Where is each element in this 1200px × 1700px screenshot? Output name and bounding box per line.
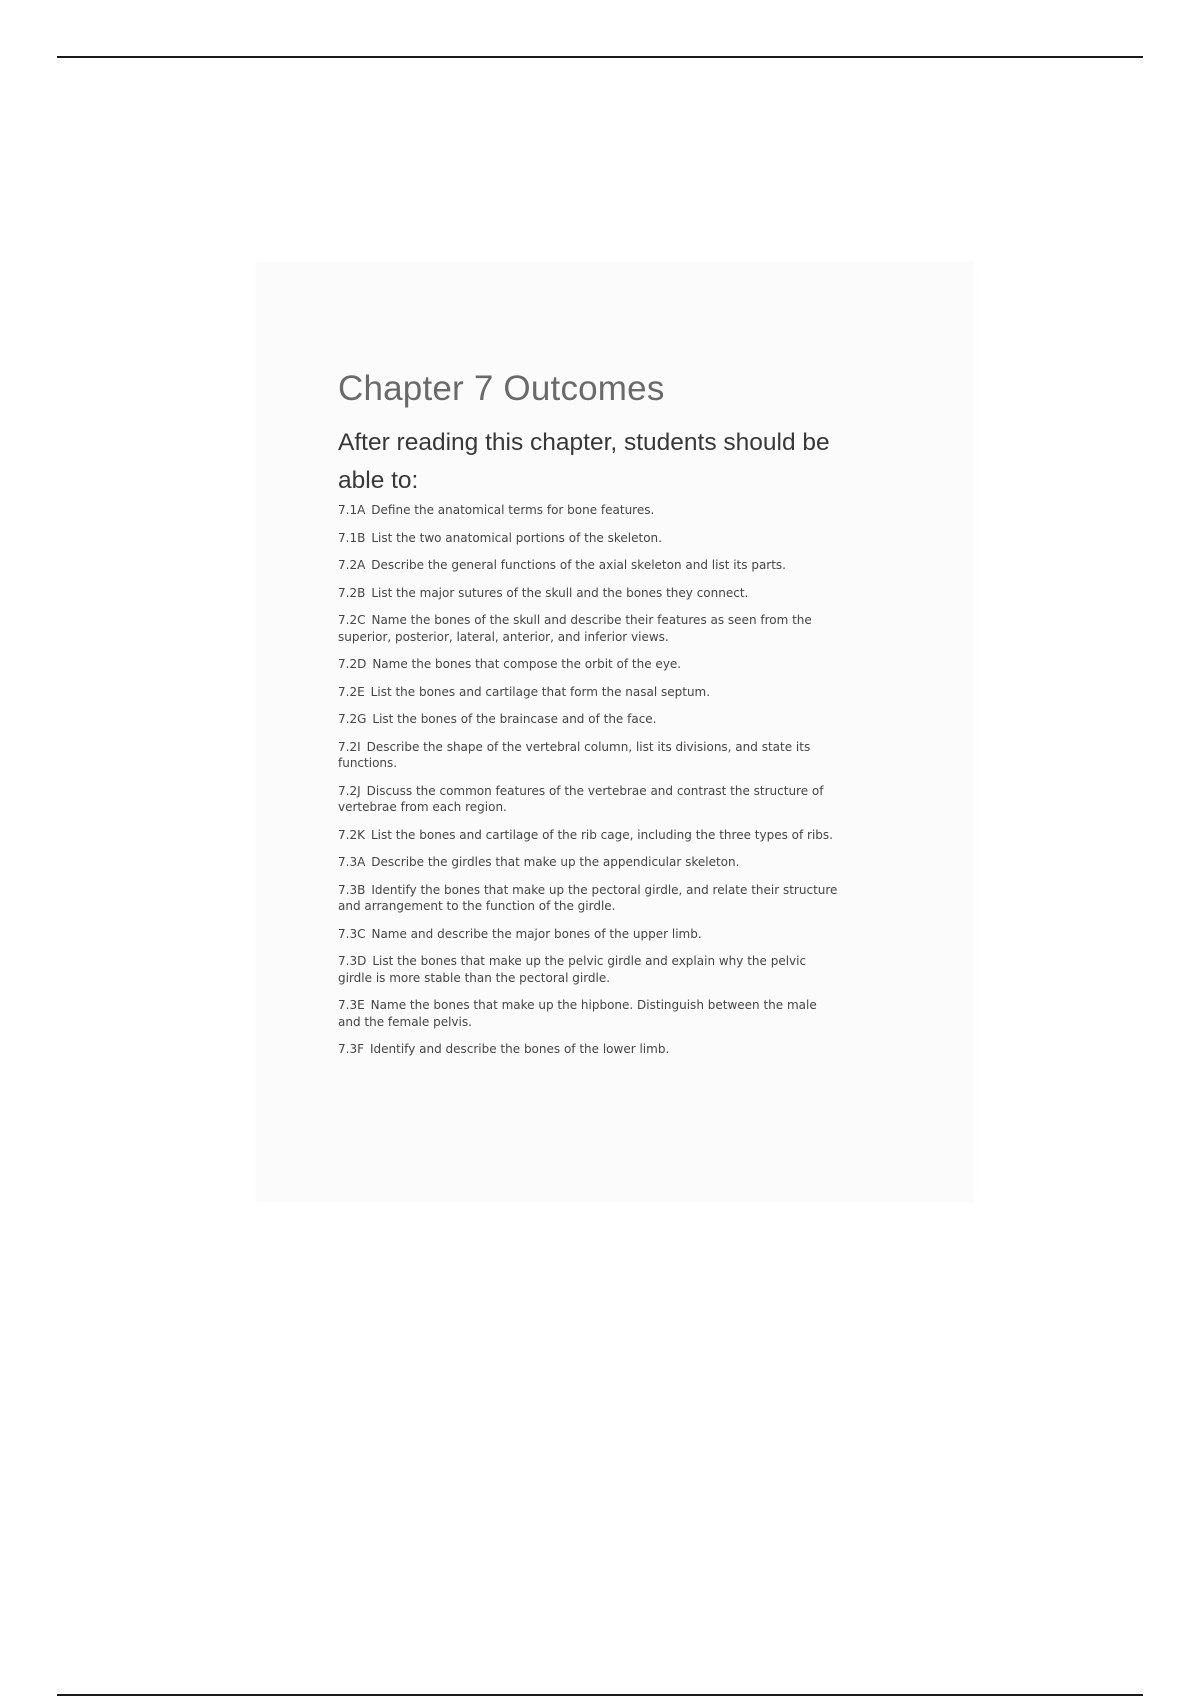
slide-image [256,262,974,1202]
outcome-text: Identify and describe the bones of the lower limb. [370,1042,670,1056]
outcome-item [338,711,838,728]
outcome-text: Describe the girdles that make up the appendicular skeleton. [371,855,740,869]
bottom-divider [57,1694,1143,1696]
outcome-code: 7.2G [338,712,367,726]
outcome-item [338,585,838,602]
intro-text: After reading this chapter, students should be able to: [338,429,830,494]
outcome-code: 7.2A [338,558,366,572]
outcome-code: 7.3A [338,855,366,869]
outcome-code: 7.2I [338,739,361,754]
outcome-item [338,997,838,1030]
outcomes-list [338,502,838,1058]
outcome-code: 7.2E [338,684,365,699]
outcome-text: List the bones that make up the pelvic girdle and explain why the pelvic girdle is more stable than the pectoral girdle. [338,954,807,985]
top-divider [57,56,1143,58]
outcome-item [338,684,838,701]
outcome-item [338,502,838,519]
outcome-text: Describe the shape of the vertebral column, list its divisions, and state its functions. [338,739,811,770]
outcome-item [338,557,838,574]
outcome-code: 7.1A [338,503,366,517]
outcome-item [338,530,838,547]
outcome-text: List the bones of the braincase and of the face. [372,712,657,726]
outcome-text: Name the bones that compose the orbit of the eye. [372,657,682,671]
outcome-text: List the two anatomical portions of the skeleton. [371,530,662,545]
outcome-text: Define the anatomical terms for bone features. [371,503,655,517]
outcome-text: Name the bones of the skull and describe their features as seen from the superior, posterior, lateral, anterior, and inferior views. [338,613,812,644]
outcome-item [338,1041,838,1058]
outcome-code: 7.2D [338,657,367,671]
outcome-item [338,882,838,915]
outcome-item [338,854,838,871]
outcome-item [338,739,838,772]
outcome-code: 7.2K [338,827,365,842]
outcome-text: Name the bones that make up the hipbone. Distinguish between the male and the female pelvis. [338,998,817,1029]
slide-content [338,368,838,1069]
outcome-code: 7.3C [338,926,366,941]
outcome-code: 7.3B [338,882,366,897]
outcome-code: 7.2C [338,613,366,627]
outcome-item [338,783,838,816]
outcome-item [338,953,838,986]
outcome-code: 7.2B [338,585,366,600]
outcome-code: 7.3F [338,1042,364,1056]
outcome-text: List the bones and cartilage of the rib cage, including the three types of ribs. [370,827,833,842]
outcome-text: Discuss the common features of the vertebrae and contrast the structure of vertebrae from each region. [338,783,824,814]
outcome-item [338,926,838,943]
outcome-text: Identify the bones that make up the pectoral girdle, and relate their structure and arrangement to the function of the girdle. [338,882,838,913]
page-title: Chapter 7 Outcomes [338,369,665,408]
outcome-code: 7.3D [338,954,367,968]
outcome-text: List the major sutures of the skull and the bones they connect. [371,585,749,600]
outcome-item [338,827,838,844]
outcome-text: Describe the general functions of the axial skeleton and list its parts. [371,558,786,572]
outcome-item [338,656,838,673]
outcome-text: Name and describe the major bones of the upper limb. [371,926,702,941]
outcome-item [338,612,838,645]
outcome-text: List the bones and cartilage that form the nasal septum. [370,684,711,699]
outcome-code: 7.1B [338,530,366,545]
outcome-code: 7.3E [338,998,365,1012]
outcome-code: 7.2J [338,783,361,798]
